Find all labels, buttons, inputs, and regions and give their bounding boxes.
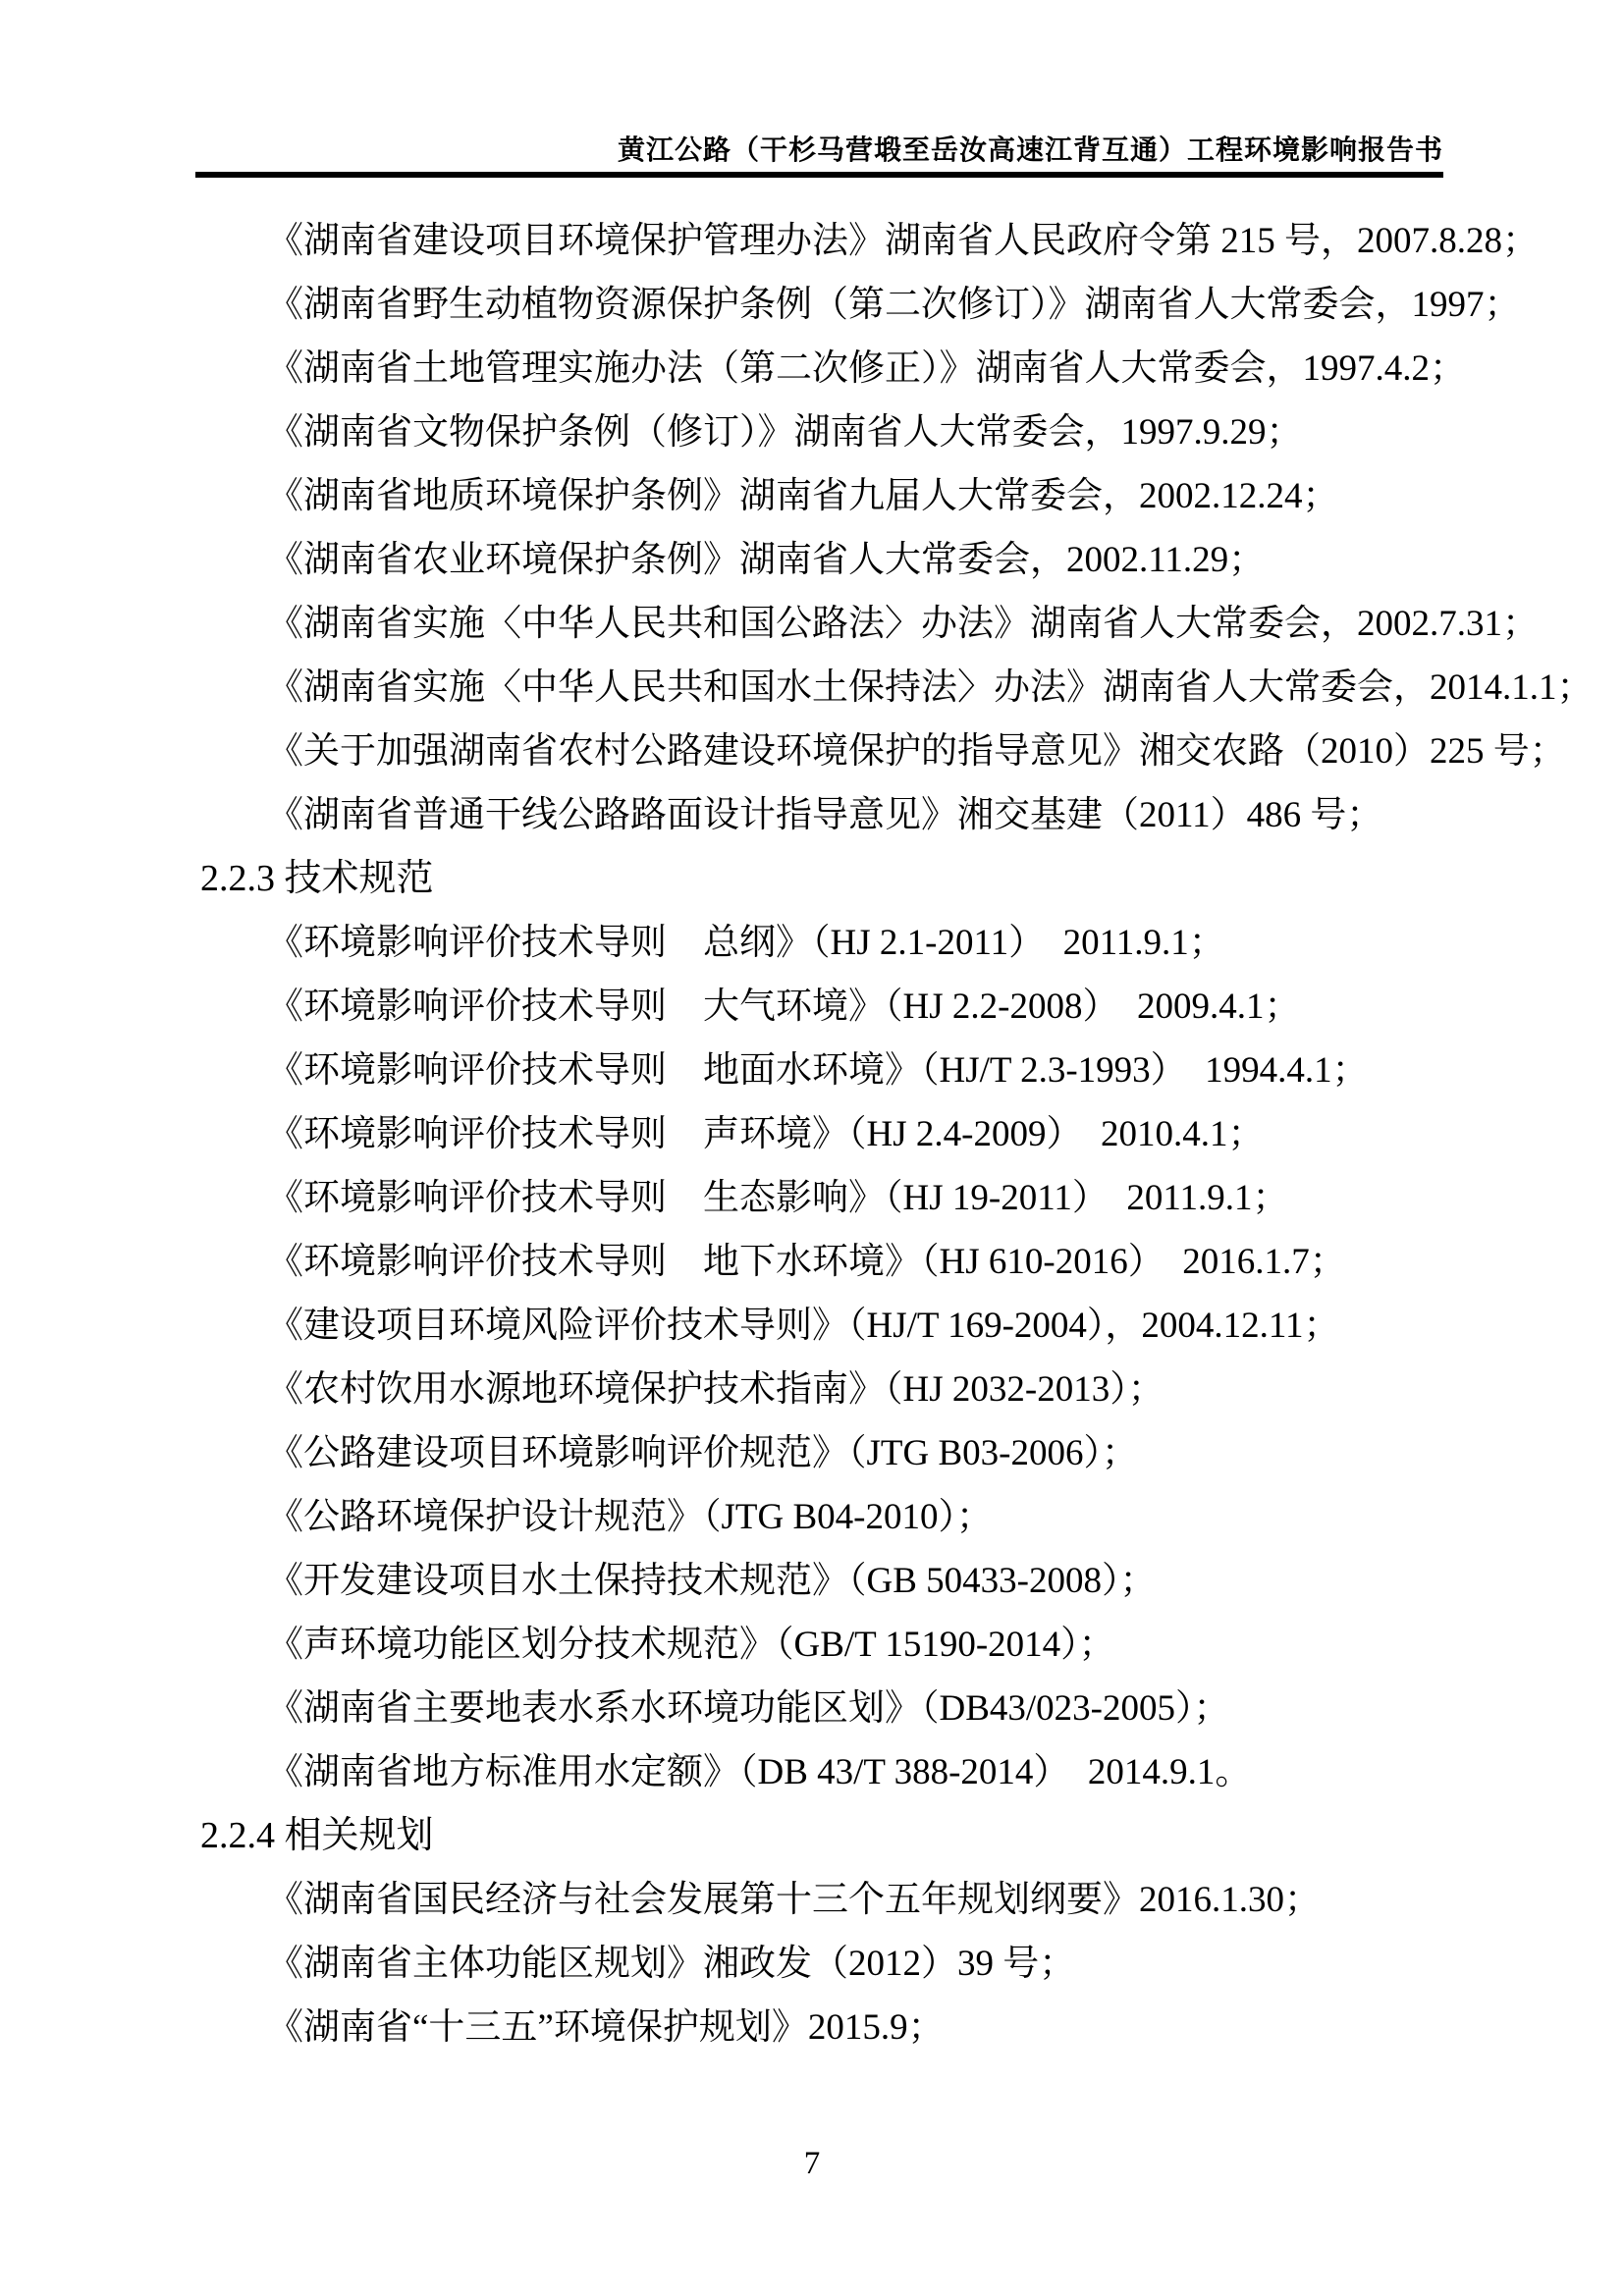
regulation-item: 《湖南省主要地表水系水环境功能区划》（DB43/023-2005）；	[267, 1688, 1230, 1729]
regulation-item: 《开发建设项目水土保持技术规范》（GB 50433-2008）；	[267, 1561, 1157, 1601]
section-heading: 2.2.4 相关规划	[200, 1815, 434, 1856]
header-title: 黄江公路（干杉马营塅至岳汝高速江背互通）工程环境影响报告书	[617, 135, 1443, 166]
header-rule	[195, 172, 1443, 178]
regulation-item: 《湖南省野生动植物资源保护条例（第二次修订）》湖南省人大常委会，1997；	[267, 285, 1521, 325]
regulation-item: 《湖南省建设项目环境保护管理办法》湖南省人民政府令第 215 号，2007.8.28；	[267, 221, 1539, 261]
regulation-item: 《关于加强湖南省农村公路建设环境保护的指导意见》湘交农路（2010）225 号；	[267, 731, 1566, 772]
section-heading: 2.2.3 技术规范	[200, 858, 434, 899]
regulation-item: 《环境影响评价技术导则 大气环境》（HJ 2.2-2008） 2009.4.1；	[267, 987, 1301, 1027]
regulation-item: 《环境影响评价技术导则 地下水环境》（HJ 610-2016） 2016.1.7；	[267, 1242, 1346, 1282]
document-body	[200, 209, 1594, 2059]
page-number: 7	[803, 2146, 821, 2181]
regulation-item: 《湖南省“十三五”环境保护规划》2015.9；	[267, 2007, 945, 2048]
regulation-item: 《农村饮用水源地环境保护技术指南》（HJ 2032-2013）；	[267, 1369, 1164, 1410]
regulation-item: 《湖南省地质环境保护条例》湖南省九届人大常委会，2002.12.24；	[267, 476, 1339, 516]
regulation-item: 《环境影响评价技术导则 总纲》（HJ 2.1-2011） 2011.9.1；	[267, 923, 1225, 963]
regulation-item: 《湖南省土地管理实施办法（第二次修正）》湖南省人大常委会，1997.4.2；	[267, 348, 1466, 389]
regulation-item: 《湖南省地方标准用水定额》（DB 43/T 388-2014） 2014.9.1。	[267, 1752, 1252, 1792]
regulation-item: 《湖南省国民经济与社会发展第十三个五年规划纲要》2016.1.30；	[267, 1880, 1321, 1920]
regulation-item: 《湖南省文物保护条例（修订）》湖南省人大常委会，1997.9.29；	[267, 412, 1303, 453]
regulation-item: 《建设项目环境风险评价技术导则》（HJ/T 169-2004），2004.12.11；	[267, 1306, 1340, 1346]
regulation-item: 《湖南省实施〈中华人民共和国水土保持法〉办法》湖南省人大常委会，2014.1.1；	[267, 667, 1594, 708]
regulation-item: 《环境影响评价技术导则 地面水环境》（HJ/T 2.3-1993） 1994.4.1；	[267, 1050, 1369, 1091]
regulation-item: 《湖南省主体功能区规划》湘政发（2012）39 号；	[267, 1944, 1076, 1984]
regulation-item: 《环境影响评价技术导则 声环境》（HJ 2.4-2009） 2010.4.1；	[267, 1114, 1265, 1154]
regulation-item: 《公路建设项目环境影响评价规范》（JTG B03-2006）；	[267, 1433, 1138, 1473]
regulation-item: 《湖南省实施〈中华人民共和国公路法〉办法》湖南省人大常委会，2002.7.31；	[267, 604, 1539, 644]
regulation-item: 《声环境功能区划分技术规范》（GB/T 15190-2014）；	[267, 1625, 1115, 1665]
regulation-item: 《公路环境保护设计规范》（JTG B04-2010）；	[267, 1497, 993, 1537]
regulation-item: 《湖南省普通干线公路路面设计指导意见》湘交基建（2011）486 号；	[267, 795, 1383, 835]
regulation-item: 《湖南省农业环境保护条例》湖南省人大常委会，2002.11.29；	[267, 540, 1266, 580]
regulation-item: 《环境影响评价技术导则 生态影响》（HJ 19-2011） 2011.9.1；	[267, 1178, 1289, 1218]
